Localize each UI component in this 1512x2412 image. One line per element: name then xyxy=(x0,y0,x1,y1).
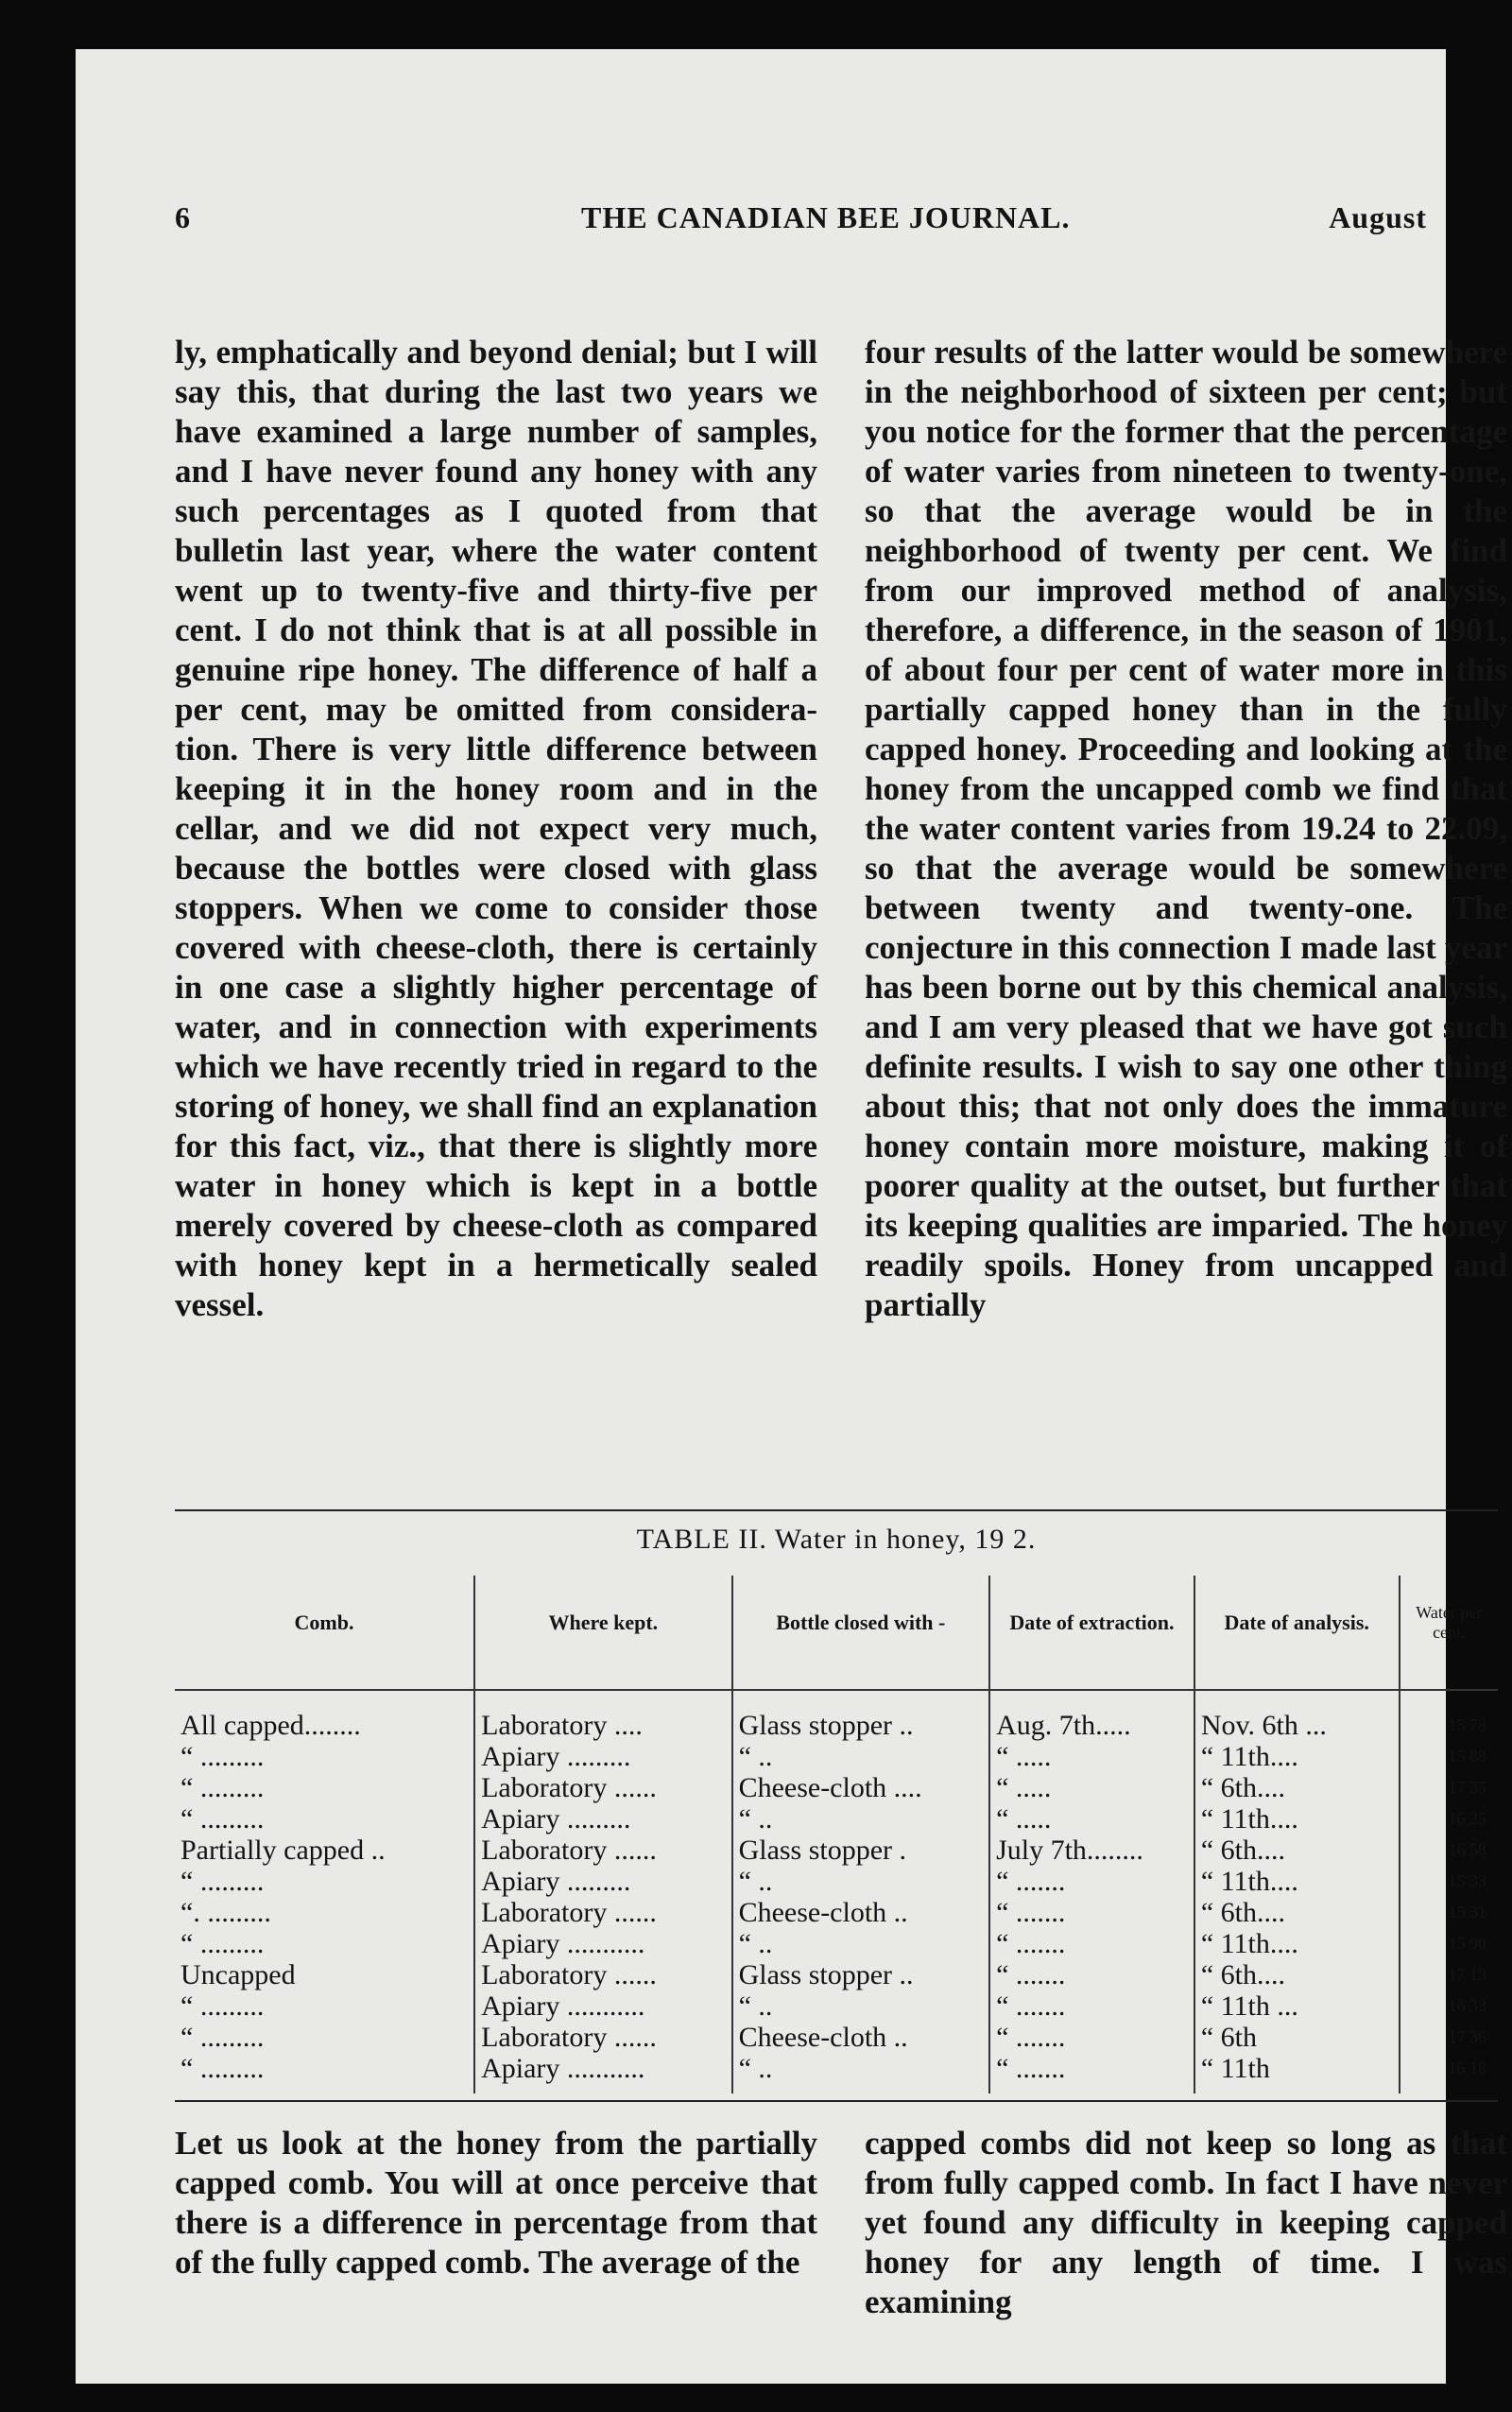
cell-extraction: “ ....... xyxy=(989,1866,1194,1897)
cell-where: Apiary ......... xyxy=(474,1803,732,1835)
cell-extraction: July 7th........ xyxy=(989,1835,1194,1866)
cell-analysis: “ 11th.... xyxy=(1194,1803,1400,1835)
table-row xyxy=(175,2053,1498,2093)
cell-where: Laboratory .... xyxy=(474,1690,732,1741)
table-row xyxy=(175,1803,1498,1835)
cell-extraction: “ ....... xyxy=(989,2053,1194,2093)
cell-water: 17 13 xyxy=(1448,1965,1486,1984)
journal-title: THE CANADIAN BEE JOURNAL. xyxy=(581,200,1071,234)
left-column-text: ly, emphatically and beyond denial; but I will say this, that during the last two years we have examined a large number of samples, and I have never found any honey with any such percentages as I quoted from that bulletin last year, where the water content went up to twenty-five and thirty-five per cent. I do not think that is at all possible in genuine ripe honey. The difference of half a per cent, may be omitted from considera-tion. There is very little difference between keeping it in the honey room and in the cellar, and we did not expect very much, because the bottles were closed with glass stoppers. When we come to consider those covered with cheese-cloth, there is certainly in one case a slightly higher percentage of water, and in connection with experiments which we have recently tried in regard to the storing of honey, we shall find an explanation for this fact, viz., that there is slightly more water in honey which is kept in a bottle merely covered by cheese-cloth as compared with honey kept in a hermetically sealed vessel. xyxy=(175,334,817,1323)
table-header-row xyxy=(175,1576,1498,1690)
cell-analysis: “ 6th.... xyxy=(1194,1897,1400,1928)
cell-comb: “ ......... xyxy=(175,1928,474,1959)
table-row xyxy=(175,1741,1498,1772)
table-row xyxy=(175,1897,1498,1928)
table-bottom-rule xyxy=(175,2100,1498,2102)
table-row xyxy=(175,1990,1498,2022)
cell-bottle: Glass stopper .. xyxy=(732,1690,990,1741)
cell-bottle: Cheese-cloth .. xyxy=(732,1897,990,1928)
cell-water: 17 36 xyxy=(1448,2027,1486,2046)
cell-where: Apiary ......... xyxy=(474,1741,732,1772)
right-column-2-text: capped combs did not keep so long as that from fully capped comb. In fact I have never yet found any difficulty in keeping capped honey for any length of time. I was examining xyxy=(865,2125,1507,2320)
water-in-honey-table xyxy=(175,1576,1498,2093)
cell-water: 15 88 xyxy=(1448,1747,1486,1766)
cell-where: Apiary ......... xyxy=(474,1866,732,1897)
cell-water: 16 25 xyxy=(1448,1809,1486,1828)
cell-comb: “ ......... xyxy=(175,2022,474,2053)
cell-analysis: “ 6th xyxy=(1194,2022,1400,2053)
cell-water: 16 58 xyxy=(1448,1840,1486,1859)
cell-extraction: “ ....... xyxy=(989,1928,1194,1959)
cell-water: 15 78 xyxy=(1448,1715,1486,1734)
table-row xyxy=(175,2022,1498,2053)
left-column-2-text: Let us look at the honey from the partially capped comb. You will at once perceive that there is a difference in percentage from that of the fully capped comb. The average of the xyxy=(175,2125,817,2281)
scanned-page xyxy=(76,49,1507,2384)
cell-analysis: “ 6th.... xyxy=(1194,1959,1400,1990)
header-where-kept: Where kept. xyxy=(474,1576,732,1690)
cell-where: Laboratory ...... xyxy=(474,2022,732,2053)
cell-comb: “ ......... xyxy=(175,1772,474,1803)
header-water-percent: Water per cent. xyxy=(1400,1576,1498,1690)
cell-bottle: Cheese-cloth .. xyxy=(732,2022,990,2053)
cell-analysis: “ 6th.... xyxy=(1194,1772,1400,1803)
cell-extraction: “ ....... xyxy=(989,2022,1194,2053)
right-column xyxy=(865,333,1507,1325)
cell-where: Laboratory ...... xyxy=(474,1897,732,1928)
cell-extraction: “ ..... xyxy=(989,1741,1194,1772)
left-column xyxy=(175,333,817,1325)
table-row xyxy=(175,1835,1498,1866)
page-number: 6 xyxy=(175,200,191,234)
cell-analysis: “ 11th xyxy=(1194,2053,1400,2093)
cell-bottle: “ .. xyxy=(732,1866,990,1897)
cell-extraction: Aug. 7th..... xyxy=(989,1690,1194,1741)
table-top-rule xyxy=(175,1509,1498,1511)
table-caption: TABLE II. Water in honey, 19 2. xyxy=(636,1524,1037,1555)
cell-analysis: “ 11th.... xyxy=(1194,1928,1400,1959)
cell-comb: “ ......... xyxy=(175,2053,474,2093)
header-date-extraction: Date of extraction. xyxy=(989,1576,1194,1690)
cell-where: Apiary ........... xyxy=(474,1928,732,1959)
cell-comb: Partially capped .. xyxy=(175,1835,474,1866)
cell-water: 15 31 xyxy=(1448,1903,1486,1921)
cell-extraction: “ ....... xyxy=(989,1959,1194,1990)
cell-bottle: Glass stopper .. xyxy=(732,1959,990,1990)
right-column-continued xyxy=(865,2124,1507,2322)
table-row xyxy=(175,1690,1498,1741)
cell-bottle: Cheese-cloth .... xyxy=(732,1772,990,1803)
cell-bottle: “ .. xyxy=(732,1803,990,1835)
cell-bottle: “ .. xyxy=(732,1990,990,2022)
cell-where: Laboratory ...... xyxy=(474,1835,732,1866)
cell-extraction: “ ..... xyxy=(989,1772,1194,1803)
cell-bottle: “ .. xyxy=(732,2053,990,2093)
cell-analysis: “ 6th.... xyxy=(1194,1835,1400,1866)
left-column-continued xyxy=(175,2124,817,2283)
cell-extraction: “ ....... xyxy=(989,1897,1194,1928)
cell-water: 16 33 xyxy=(1448,1996,1486,2015)
cell-comb: “ ......... xyxy=(175,1866,474,1897)
header-bottle-closed: Bottle closed with - xyxy=(732,1576,990,1690)
table-row xyxy=(175,1866,1498,1897)
cell-where: Apiary ........... xyxy=(474,1990,732,2022)
right-column-text: four results of the latter would be somewhere in the neighborhood of sixteen per cent; but you notice for the former that the percentage of water varies from nineteen to twenty-one, so that the average would be in the neighborhood of twenty per cent. We find from our improved method of analysis, therefore, a difference, in the season of 1901, of about four per cent of water more in this partially capped honey than in the fully capped honey. Proceeding and looking at the honey from the uncapped comb we find that the water content varies from 19.24 to 22.09, so that the average would be somewhere between twenty and twenty-one. The conjecture in this connection I made last year has been borne out by this chemical analysis, and I am very pleased that we have got such definite results. I wish to say one other thing about this; that not only does the immature honey contain more moisture, making it of poorer quality at the outset, but further that its keeping qualities are imparied. The honey readily spoils. Honey from uncapped and partially xyxy=(865,334,1507,1323)
cell-where: Apiary ........... xyxy=(474,2053,732,2093)
cell-comb: Uncapped xyxy=(175,1959,474,1990)
cell-extraction: “ ....... xyxy=(989,1990,1194,2022)
cell-water: 17 35 xyxy=(1448,1778,1486,1797)
table-row xyxy=(175,1959,1498,1990)
table-row xyxy=(175,1772,1498,1803)
header-date-analysis: Date of analysis. xyxy=(1194,1576,1400,1690)
cell-analysis: “ 11th.... xyxy=(1194,1866,1400,1897)
cell-comb: “. ......... xyxy=(175,1897,474,1928)
cell-water: 16 18 xyxy=(1448,2059,1486,2077)
cell-bottle: Glass stopper . xyxy=(732,1835,990,1866)
cell-bottle: “ .. xyxy=(732,1928,990,1959)
cell-water: 15 33 xyxy=(1448,1871,1486,1890)
cell-comb: “ ......... xyxy=(175,1741,474,1772)
cell-where: Laboratory ...... xyxy=(474,1959,732,1990)
cell-bottle: “ .. xyxy=(732,1741,990,1772)
table-row xyxy=(175,1928,1498,1959)
cell-comb: “ ......... xyxy=(175,1990,474,2022)
cell-comb: All capped........ xyxy=(175,1690,474,1741)
cell-analysis: Nov. 6th ... xyxy=(1194,1690,1400,1741)
cell-comb: “ ......... xyxy=(175,1803,474,1835)
cell-extraction: “ ..... xyxy=(989,1803,1194,1835)
cell-where: Laboratory ...... xyxy=(474,1772,732,1803)
cell-water: 15 90 xyxy=(1448,1934,1486,1953)
header-month: August xyxy=(1329,200,1427,234)
header-comb: Comb. xyxy=(175,1576,474,1690)
cell-analysis: “ 11th.... xyxy=(1194,1741,1400,1772)
cell-analysis: “ 11th ... xyxy=(1194,1990,1400,2022)
